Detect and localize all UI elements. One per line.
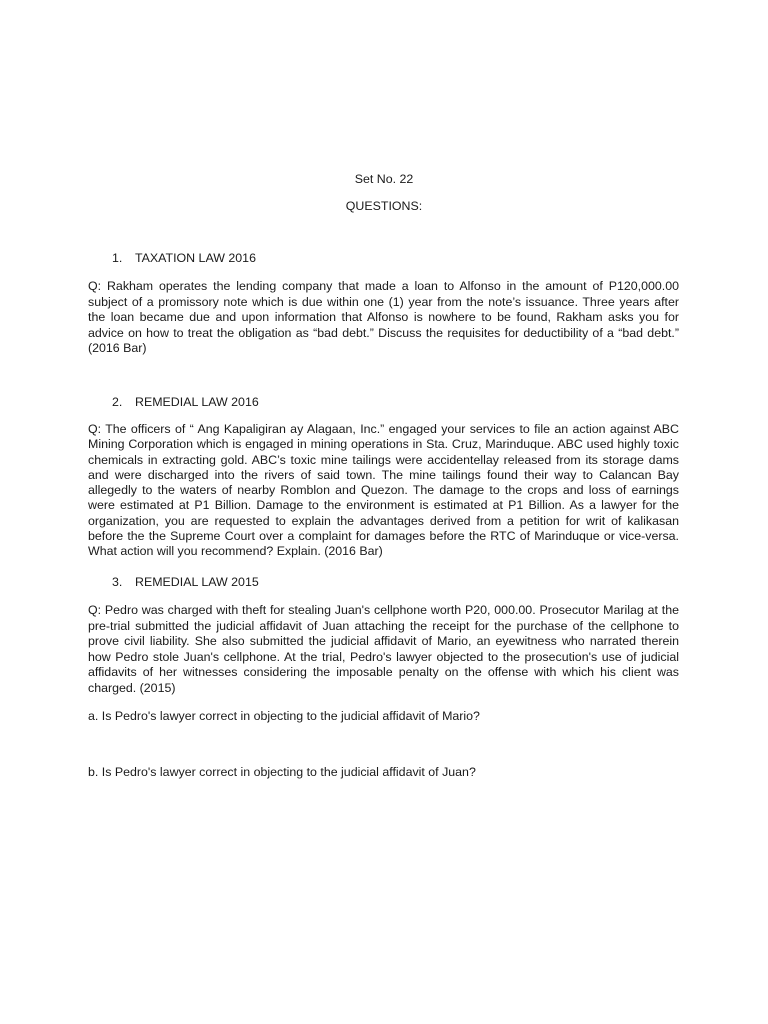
item-1-heading xyxy=(112,251,256,265)
set-number: Set No. 22 xyxy=(354,172,414,186)
questions-label: QUESTIONS: xyxy=(345,199,423,213)
item-1-question: Q: Rakham operates the lending company that made a loan to Alfonso in the amount of P120,000.00 subject of a promissory note which is due within one (1) year from the note’s issuance. Three years after the loan became due and upon information that Alfonso is nowhere to be found, Rakham asks you for advice on how to treat the obligation as “bad debt.” Discuss the requisites for deductibility of a “bad debt.” (2016 Bar) xyxy=(88,279,679,355)
item-2-question: Q: The officers of “ Ang Kapaligiran ay Alagaan, Inc.” engaged your services to file an action against ABC Mining Corporation which is engaged in mining operations in Sta. Cruz, Marinduque. ABC used highly toxic chemicals in extracting gold. ABC’s toxic mine tailings were accidentellay released from its storage dams and were discharged into the rivers of said town. The mine tailings found their way to Calancan Bay allegedly to the waters of nearby Romblon and Quezon. The damage to the crops and loss of earnings were estimated at P1 Billion. Damage to the environment is estimated at P1 Billion. As a lawyer for the organization, you are requested to explain the advantages derived from a petition for writ of kalikasan before the the Supreme Court over a complaint for damages before the RTC of Marinduque or vice-versa. What action will you recommend? Explain. (2016 Bar) xyxy=(88,422,679,559)
item-3-sub-b: b. Is Pedro's lawyer correct in objecting to the judicial affidavit of Juan? xyxy=(88,765,476,779)
item-2-title: REMEDIAL LAW 2016 xyxy=(135,395,259,409)
item-3-number: 3. xyxy=(112,575,123,589)
item-3-question: Q: Pedro was charged with theft for stealing Juan's cellphone worth P20, 000.00. Prosecutor Marilag at the pre-trial submitted the judicial affidavit of Juan attaching the receipt for the purchase of the cellphone to prove civil liability. She also submitted the judicial affidavit of Mario, an eyewitness who narrated therein how Pedro stole Juan's cellphone. At the trial, Pedro's lawyer objected to the prosecution's use of judicial affidavits of her witnesses considering the imposable penalty on the offense with which his client was charged. (2015) xyxy=(88,603,679,695)
item-1-number: 1. xyxy=(112,251,123,265)
item-1-title: TAXATION LAW 2016 xyxy=(135,251,256,265)
item-2-number: 2. xyxy=(112,395,123,409)
item-3-sub-a: a. Is Pedro's lawyer correct in objecting to the judicial affidavit of Mario? xyxy=(88,709,480,723)
item-2-heading xyxy=(112,395,259,409)
item-3-title: REMEDIAL LAW 2015 xyxy=(135,575,259,589)
item-3-heading xyxy=(112,575,259,589)
